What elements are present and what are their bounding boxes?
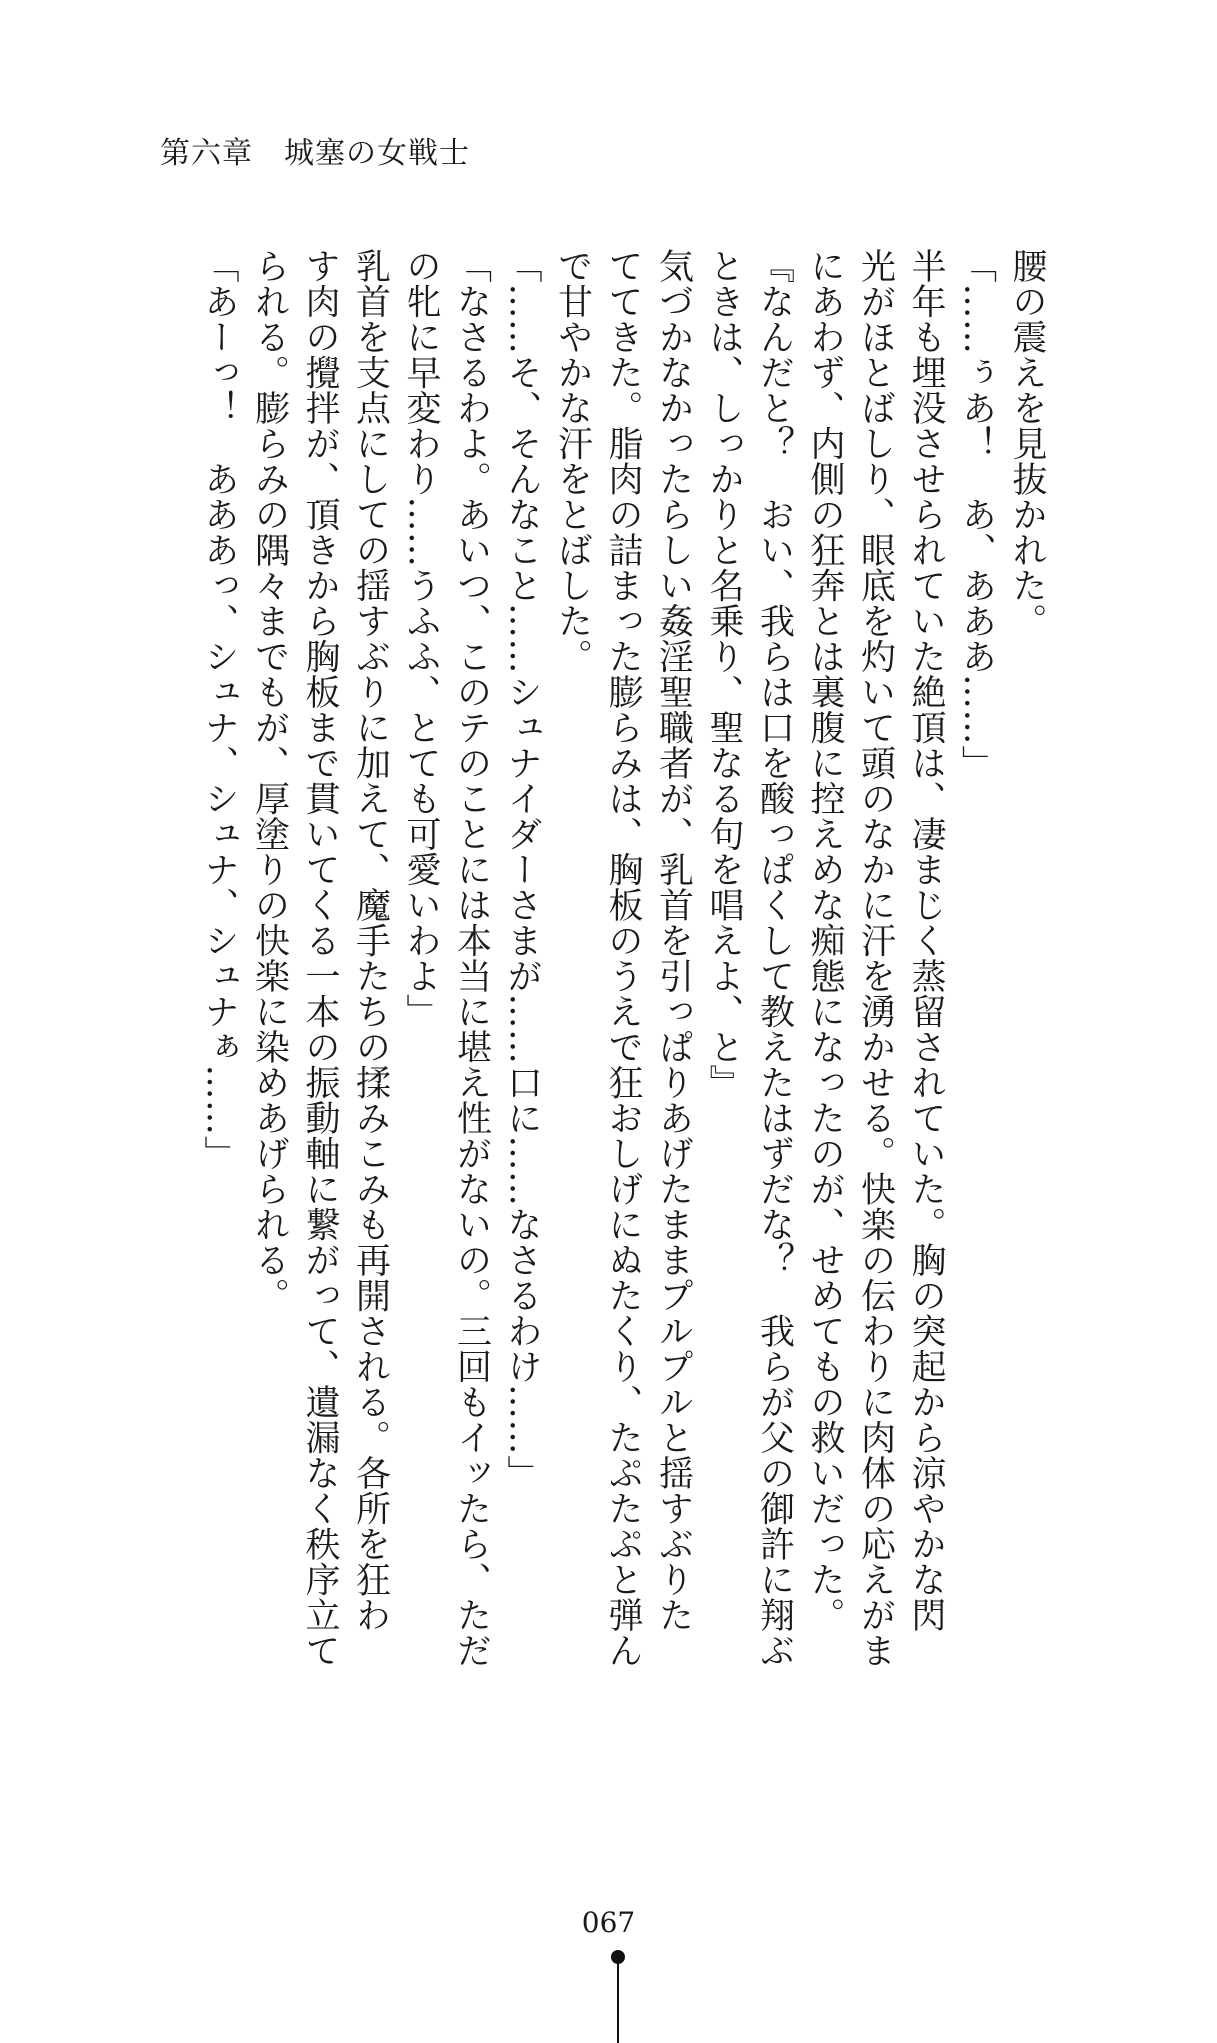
body-text (132, 248, 1052, 1718)
text-line: で甘やかな汗をとばした。 (552, 248, 593, 674)
page-number: 067 (581, 1906, 636, 1939)
text-line: 半年も埋没させられていた絶頂は、凄まじく蒸留されていた。胸の突起から涼やかな閃 (906, 248, 946, 1633)
text-line: ときは、しっかりと名乗り、聖なる句を唱えよ、と』 (704, 248, 744, 1100)
text-line: 「あーっ！ あああっ、シュナ、シュナ、シュナぁ……」 (199, 248, 239, 1171)
text-line: られる。膨らみの隅々までもが、厚塗りの快楽に染めあげられる。 (249, 248, 290, 1313)
folio-dot-ornament (611, 1950, 625, 1964)
text-line: にあわず、内側の狂奔とは裏腹に控えめな痴態になったのが、せめてもの救いだった。 (805, 248, 845, 1633)
text-line: の牝に早変わり……うふふ、とても可愛いわよ」 (401, 248, 441, 1029)
text-line: す肉の攪拌が、頂きから胸板まで貫いてくる一本の振動軸に繋がって、遺漏なく秩序立て (300, 248, 340, 1668)
text-line: 腰の震えを見抜かれた。 (1007, 248, 1047, 639)
text-line: 「……ぅあ！ あ、あああ……」 (956, 248, 997, 781)
text-line: 光がほとばしり、眼底を灼いて頭のなかに汗を湧かせる。快楽の伝わりに肉体の応えがま (855, 248, 896, 1668)
text-line: 「……そ、そんなこと……シュナイダーさまが……口に……なさるわけ……」 (502, 248, 542, 1491)
text-line: 「なさるわよ。あいつ、このテのことには本当に堪え性がないの。三回もイッたら、ただ (451, 248, 492, 1668)
text-line: 気づかなかったらしい姦淫聖職者が、乳首を引っぱりあげたままプルプルと揺すぶりた (653, 248, 694, 1633)
running-head: 第六章 城塞の女戦士 (160, 136, 470, 171)
text-line: ててきた。脂肉の詰まった膨らみは、胸板のうえで狂おしげにぬたくり、たぷたぷと弾ん (603, 248, 643, 1668)
text-line: 『なんだと？ おい、我らは口を酸っぱくして教えたはずだな？ 我らが父の御許に翔ぶ (754, 248, 795, 1668)
folio-rule-ornament (617, 1964, 619, 2043)
text-line: 乳首を支点にしての揺すぶりに加えて、魔手たちの揉みこみも再開される。各所を狂わ (350, 248, 391, 1633)
